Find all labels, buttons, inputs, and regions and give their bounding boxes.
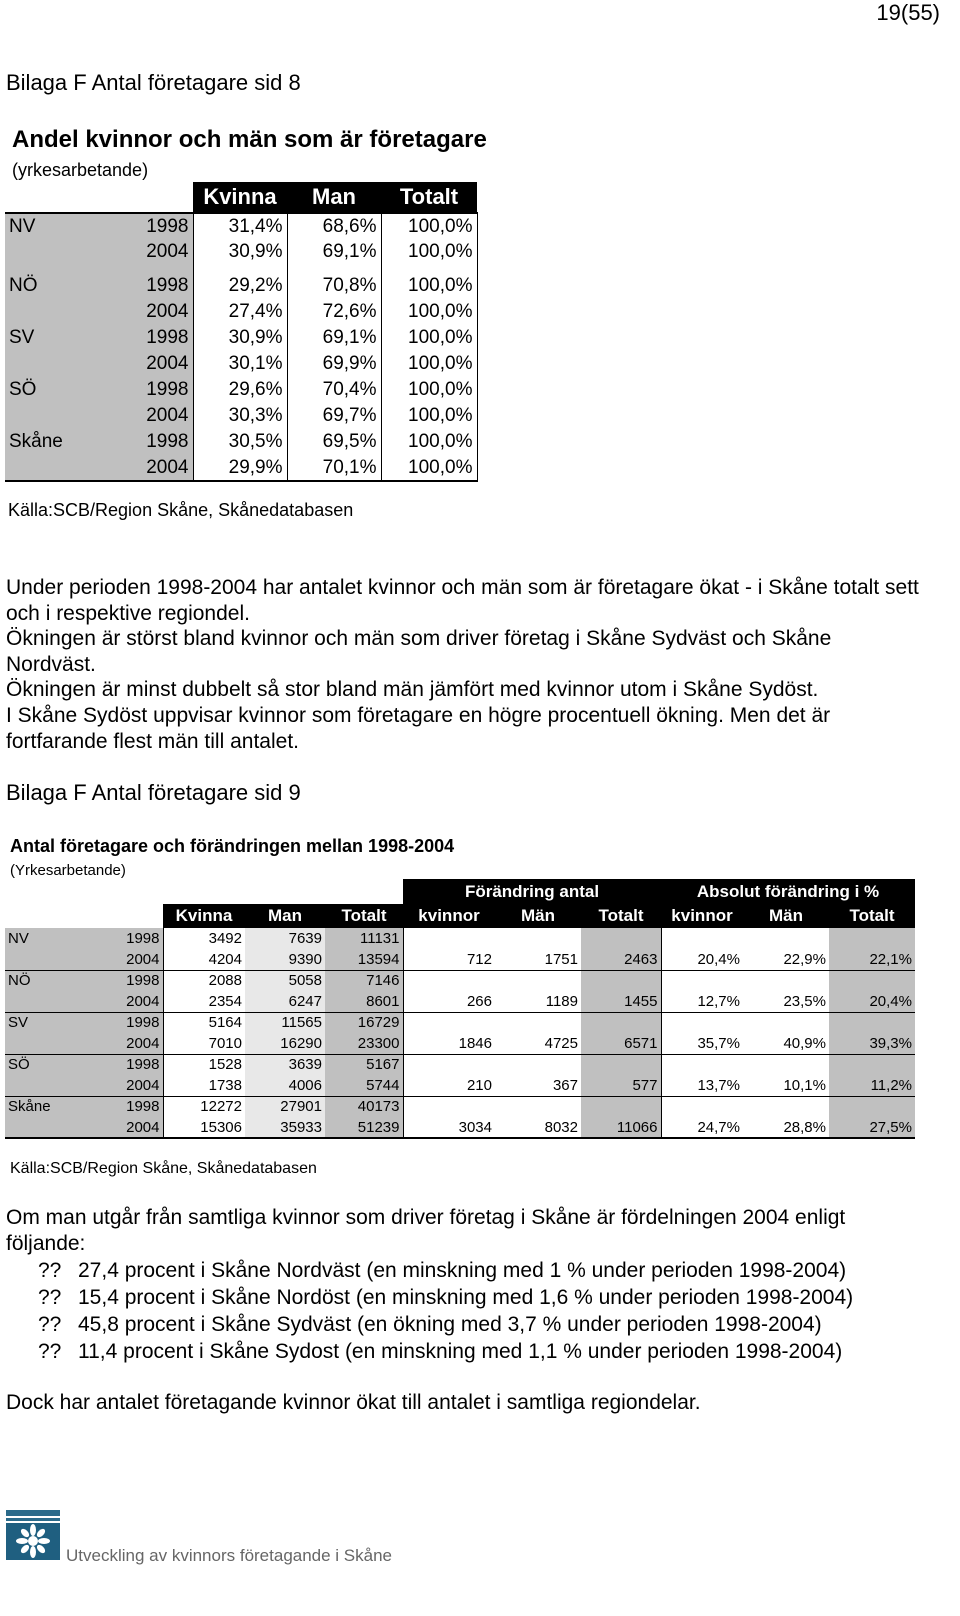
value-cell: 367 bbox=[495, 1075, 581, 1096]
value-cell: 100,0% bbox=[381, 325, 477, 351]
table-row bbox=[5, 403, 477, 429]
value-cell: 4006 bbox=[245, 1075, 325, 1096]
list-item: ?? 11,4 procent i Skåne Sydost (en minskning med 1,1 % under perioden 1998-2004) bbox=[38, 1340, 843, 1363]
value-cell: 210 bbox=[403, 1075, 495, 1096]
value-cell bbox=[661, 1054, 743, 1075]
col-header: kvinnor bbox=[403, 904, 495, 928]
value-cell: 100,0% bbox=[381, 455, 477, 481]
value-cell: 69,7% bbox=[287, 403, 381, 429]
value-cell: 1751 bbox=[495, 949, 581, 970]
value-cell: 3034 bbox=[403, 1117, 495, 1138]
col-header: Totalt bbox=[829, 904, 915, 928]
value-cell: 7639 bbox=[245, 928, 325, 949]
year-cell: 1998 bbox=[117, 1096, 163, 1117]
table-group-header-row bbox=[5, 879, 915, 904]
value-cell: 35,7% bbox=[661, 1033, 743, 1054]
footer-text: Utveckling av kvinnors företagande i Skåne bbox=[66, 1546, 393, 1565]
region-label bbox=[5, 239, 135, 265]
year-cell: 1998 bbox=[135, 213, 193, 239]
region-label: SV bbox=[5, 325, 135, 351]
value-cell: 69,5% bbox=[287, 429, 381, 455]
table2-subtitle: (Yrkesarbetande) bbox=[10, 862, 126, 879]
value-cell: 12,7% bbox=[661, 991, 743, 1012]
value-cell: 4204 bbox=[163, 949, 245, 970]
value-cell bbox=[581, 1096, 661, 1117]
value-cell: 27,5% bbox=[829, 1117, 915, 1138]
value-cell bbox=[743, 1012, 829, 1033]
value-cell bbox=[829, 1096, 915, 1117]
value-cell: 4725 bbox=[495, 1033, 581, 1054]
value-cell: 69,9% bbox=[287, 351, 381, 377]
year-cell: 2004 bbox=[117, 1075, 163, 1096]
group-header: Förändring antal bbox=[403, 879, 661, 904]
value-cell: 2463 bbox=[581, 949, 661, 970]
value-cell: 5744 bbox=[325, 1075, 403, 1096]
value-cell: 39,3% bbox=[829, 1033, 915, 1054]
table-row bbox=[5, 1012, 915, 1033]
value-cell: 30,1% bbox=[193, 351, 287, 377]
year-cell: 2004 bbox=[117, 949, 163, 970]
value-cell: 30,5% bbox=[193, 429, 287, 455]
value-cell: 10,1% bbox=[743, 1075, 829, 1096]
value-cell: 2088 bbox=[208, 972, 242, 990]
year-cell: 2004 bbox=[117, 1117, 163, 1138]
paragraph: Ökningen är störst bland kvinnor och män som driver företag i Skåne Sydväst och Skåne Nordväst. bbox=[6, 627, 832, 676]
bullet-list bbox=[38, 1257, 853, 1365]
list-item: ?? 27,4 procent i Skåne Nordväst (en minskning med 1 % under perioden 1998-2004) bbox=[38, 1259, 847, 1282]
region-label bbox=[5, 949, 117, 970]
table-row bbox=[5, 429, 477, 455]
value-cell: 100,0% bbox=[381, 299, 477, 325]
value-cell: 5167 bbox=[325, 1054, 403, 1075]
value-cell: 22,9% bbox=[743, 949, 829, 970]
table-row bbox=[5, 351, 477, 377]
region-label: Skåne bbox=[5, 1096, 117, 1117]
table-header-row bbox=[5, 182, 477, 213]
value-cell: 30,9% bbox=[193, 325, 287, 351]
col-header: Kvinna bbox=[163, 904, 245, 928]
table-row bbox=[5, 1096, 915, 1117]
paragraph: Ökningen är minst dubbelt så stor bland män jämfört med kvinnor utom i Skåne Sydöst. bbox=[6, 678, 819, 701]
table-row bbox=[5, 1033, 915, 1054]
table-row bbox=[5, 991, 915, 1012]
value-cell bbox=[581, 1054, 661, 1075]
year-cell: 2004 bbox=[117, 991, 163, 1012]
value-cell: 16729 bbox=[325, 1012, 403, 1033]
value-cell bbox=[829, 928, 915, 949]
value-cell: 70,4% bbox=[287, 377, 381, 403]
value-cell: 27901 bbox=[245, 1096, 325, 1117]
region-label bbox=[5, 403, 135, 429]
col-header: Totalt bbox=[325, 904, 403, 928]
year-cell: 1998 bbox=[135, 377, 193, 403]
region-label bbox=[5, 1033, 117, 1054]
region-label bbox=[5, 1117, 117, 1138]
value-cell: 100,0% bbox=[381, 403, 477, 429]
paragraph: I Skåne Sydöst uppvisar kvinnor som företagare en högre procentuell ökning. Men det är fortfarande flest män till antalet. bbox=[6, 704, 831, 753]
value-cell bbox=[743, 1054, 829, 1075]
section-heading-1: Bilaga F Antal företagare sid 8 bbox=[6, 70, 301, 95]
region-label: NÖ bbox=[5, 970, 117, 991]
value-cell: 6571 bbox=[581, 1033, 661, 1054]
table-row bbox=[5, 213, 477, 239]
value-cell: 266 bbox=[403, 991, 495, 1012]
value-cell: 11,2% bbox=[829, 1075, 915, 1096]
value-cell bbox=[581, 928, 661, 949]
table-row bbox=[5, 377, 477, 403]
year-cell: 1998 bbox=[117, 970, 163, 991]
year-cell: 1998 bbox=[135, 429, 193, 455]
bullet-marker: ?? bbox=[38, 1286, 62, 1309]
table-row bbox=[5, 1075, 915, 1096]
value-cell bbox=[661, 1096, 743, 1117]
col-header: kvinnor bbox=[661, 904, 743, 928]
value-cell: 7146 bbox=[325, 970, 403, 991]
value-cell: 27,4% bbox=[193, 299, 287, 325]
table-row bbox=[5, 325, 477, 351]
value-cell: 69,1% bbox=[287, 239, 381, 265]
value-cell bbox=[743, 928, 829, 949]
value-cell bbox=[495, 928, 581, 949]
value-cell: 577 bbox=[581, 1075, 661, 1096]
value-cell: 20,4% bbox=[829, 991, 915, 1012]
value-cell: 29,6% bbox=[193, 377, 287, 403]
value-cell: 22,1% bbox=[829, 949, 915, 970]
value-cell: 100,0% bbox=[381, 429, 477, 455]
year-cell: 1998 bbox=[135, 273, 193, 299]
value-cell: 8032 bbox=[495, 1117, 581, 1138]
value-cell bbox=[661, 1012, 743, 1033]
region-label: NÖ bbox=[5, 273, 135, 299]
col-header: Man bbox=[245, 904, 325, 928]
region-label: NV bbox=[5, 928, 117, 949]
intro-paragraph: Om man utgår från samtliga kvinnor som driver företag i Skåne är fördelningen 2004 enligt följande: bbox=[6, 1206, 846, 1255]
value-cell bbox=[661, 970, 743, 991]
page-number: 19(55) bbox=[876, 0, 940, 25]
value-cell: 72,6% bbox=[287, 299, 381, 325]
region-label: NV bbox=[5, 213, 135, 239]
year-cell: 1998 bbox=[117, 1012, 163, 1033]
value-cell bbox=[829, 970, 915, 991]
table-header-row bbox=[5, 904, 915, 928]
value-cell: 100,0% bbox=[381, 273, 477, 299]
table-row bbox=[5, 273, 477, 299]
value-cell: 3492 bbox=[208, 930, 242, 947]
year-cell: 2004 bbox=[135, 455, 193, 481]
value-cell bbox=[403, 928, 495, 949]
value-cell: 100,0% bbox=[381, 377, 477, 403]
value-cell bbox=[829, 1012, 915, 1033]
value-cell: 712 bbox=[403, 949, 495, 970]
value-cell: 1455 bbox=[581, 991, 661, 1012]
value-cell: 20,4% bbox=[661, 949, 743, 970]
value-cell bbox=[661, 928, 743, 949]
list-item: ?? 15,4 procent i Skåne Nordöst (en minskning med 1,6 % under perioden 1998-2004) bbox=[38, 1286, 854, 1309]
value-cell bbox=[403, 1096, 495, 1117]
value-cell bbox=[829, 1054, 915, 1075]
value-cell: 8601 bbox=[325, 991, 403, 1012]
value-cell: 2354 bbox=[163, 991, 245, 1012]
value-cell: 23300 bbox=[325, 1033, 403, 1054]
value-cell bbox=[743, 970, 829, 991]
value-cell bbox=[403, 1012, 495, 1033]
region-label bbox=[5, 991, 117, 1012]
value-cell: 6247 bbox=[245, 991, 325, 1012]
value-cell: 1189 bbox=[495, 991, 581, 1012]
value-cell: 1528 bbox=[208, 1056, 242, 1074]
value-cell: 30,9% bbox=[193, 239, 287, 265]
col-header: Totalt bbox=[581, 904, 661, 928]
value-cell: 15306 bbox=[163, 1117, 245, 1138]
year-cell: 1998 bbox=[117, 928, 163, 949]
value-cell: 9390 bbox=[245, 949, 325, 970]
year-cell: 2004 bbox=[135, 239, 193, 265]
value-cell: 69,1% bbox=[287, 325, 381, 351]
year-cell: 1998 bbox=[135, 325, 193, 351]
value-cell: 11131 bbox=[325, 928, 403, 949]
value-cell: 35933 bbox=[245, 1117, 325, 1138]
value-cell: 100,0% bbox=[381, 213, 477, 239]
bullet-marker: ?? bbox=[38, 1259, 62, 1282]
value-cell: 3639 bbox=[245, 1054, 325, 1075]
year-cell: 2004 bbox=[135, 403, 193, 429]
table1-title: Andel kvinnor och män som är företagare bbox=[12, 126, 487, 153]
value-cell bbox=[403, 1054, 495, 1075]
region-label: SV bbox=[5, 1012, 117, 1033]
table-row bbox=[5, 239, 477, 265]
table-row bbox=[5, 455, 477, 481]
value-cell: 1738 bbox=[163, 1075, 245, 1096]
region-label bbox=[5, 351, 135, 377]
year-cell: 2004 bbox=[135, 351, 193, 377]
source-note-2: Källa:SCB/Region Skåne, Skånedatabasen bbox=[10, 1160, 317, 1177]
value-cell bbox=[743, 1096, 829, 1117]
region-label: SÖ bbox=[5, 377, 135, 403]
col-header: Män bbox=[743, 904, 829, 928]
value-cell: 11066 bbox=[581, 1117, 661, 1138]
value-cell: 23,5% bbox=[743, 991, 829, 1012]
value-cell: 68,6% bbox=[287, 213, 381, 239]
value-cell: 28,8% bbox=[743, 1117, 829, 1138]
year-cell: 1998 bbox=[117, 1054, 163, 1075]
paragraph: Under perioden 1998-2004 har antalet kvinnor och män som är företagare ökat - i Skåne totalt sett och i respektive regiondel. bbox=[6, 576, 919, 625]
year-cell: 2004 bbox=[135, 299, 193, 325]
value-cell: 51239 bbox=[325, 1117, 403, 1138]
bullet-marker: ?? bbox=[38, 1340, 62, 1363]
value-cell: 7010 bbox=[163, 1033, 245, 1054]
value-cell bbox=[581, 1012, 661, 1033]
table-row bbox=[5, 928, 915, 949]
region-label bbox=[5, 1075, 117, 1096]
table-row bbox=[5, 949, 915, 970]
value-cell: 5058 bbox=[245, 970, 325, 991]
value-cell: 13594 bbox=[325, 949, 403, 970]
bullet-marker: ?? bbox=[38, 1313, 62, 1336]
value-cell: 100,0% bbox=[381, 351, 477, 377]
region-label bbox=[5, 455, 135, 481]
region-label: SÖ bbox=[5, 1054, 117, 1075]
value-cell: 70,1% bbox=[287, 455, 381, 481]
value-cell: 29,2% bbox=[193, 273, 287, 299]
table-row bbox=[5, 1117, 915, 1138]
value-cell bbox=[495, 1012, 581, 1033]
list-item: ?? 45,8 procent i Skåne Sydväst (en ökning med 3,7 % under perioden 1998-2004) bbox=[38, 1313, 822, 1336]
value-cell: 30,3% bbox=[193, 403, 287, 429]
source-note-1: Källa:SCB/Region Skåne, Skånedatabasen bbox=[8, 500, 354, 520]
value-cell: 29,9% bbox=[193, 455, 287, 481]
value-cell: 13,7% bbox=[661, 1075, 743, 1096]
value-cell: 40,9% bbox=[743, 1033, 829, 1054]
value-cell: 40173 bbox=[325, 1096, 403, 1117]
table-row bbox=[5, 299, 477, 325]
value-cell: 100,0% bbox=[381, 239, 477, 265]
col-header: Män bbox=[495, 904, 581, 928]
table-row bbox=[5, 970, 915, 991]
value-cell: 12272 bbox=[200, 1098, 242, 1116]
value-cell: 31,4% bbox=[193, 213, 287, 239]
value-cell: 5164 bbox=[208, 1014, 242, 1032]
group-header: Absolut förändring i % bbox=[661, 879, 915, 904]
col-header: Kvinna bbox=[193, 182, 287, 213]
table-row bbox=[5, 1054, 915, 1075]
year-cell: 2004 bbox=[117, 1033, 163, 1054]
region-label: Skåne bbox=[5, 429, 135, 455]
value-cell: 24,7% bbox=[661, 1117, 743, 1138]
col-header: Totalt bbox=[381, 182, 477, 213]
value-cell bbox=[495, 1096, 581, 1117]
value-cell: 16290 bbox=[245, 1033, 325, 1054]
value-cell: 11565 bbox=[245, 1012, 325, 1033]
value-cell bbox=[403, 970, 495, 991]
value-cell bbox=[495, 970, 581, 991]
closing-paragraph: Dock har antalet företagande kvinnor ökat till antalet i samtliga regiondelar. bbox=[6, 1391, 701, 1414]
share-table bbox=[5, 182, 478, 482]
count-table bbox=[5, 879, 915, 1139]
section-heading-2: Bilaga F Antal företagare sid 9 bbox=[6, 780, 301, 805]
value-cell bbox=[495, 1054, 581, 1075]
table1-subtitle: (yrkesarbetande) bbox=[12, 160, 149, 180]
region-label bbox=[5, 299, 135, 325]
logo-icon bbox=[6, 1510, 60, 1560]
value-cell: 1846 bbox=[403, 1033, 495, 1054]
col-header: Man bbox=[287, 182, 381, 213]
table2-title: Antal företagare och förändringen mellan 1998-2004 bbox=[10, 836, 455, 856]
value-cell: 70,8% bbox=[287, 273, 381, 299]
value-cell bbox=[581, 970, 661, 991]
